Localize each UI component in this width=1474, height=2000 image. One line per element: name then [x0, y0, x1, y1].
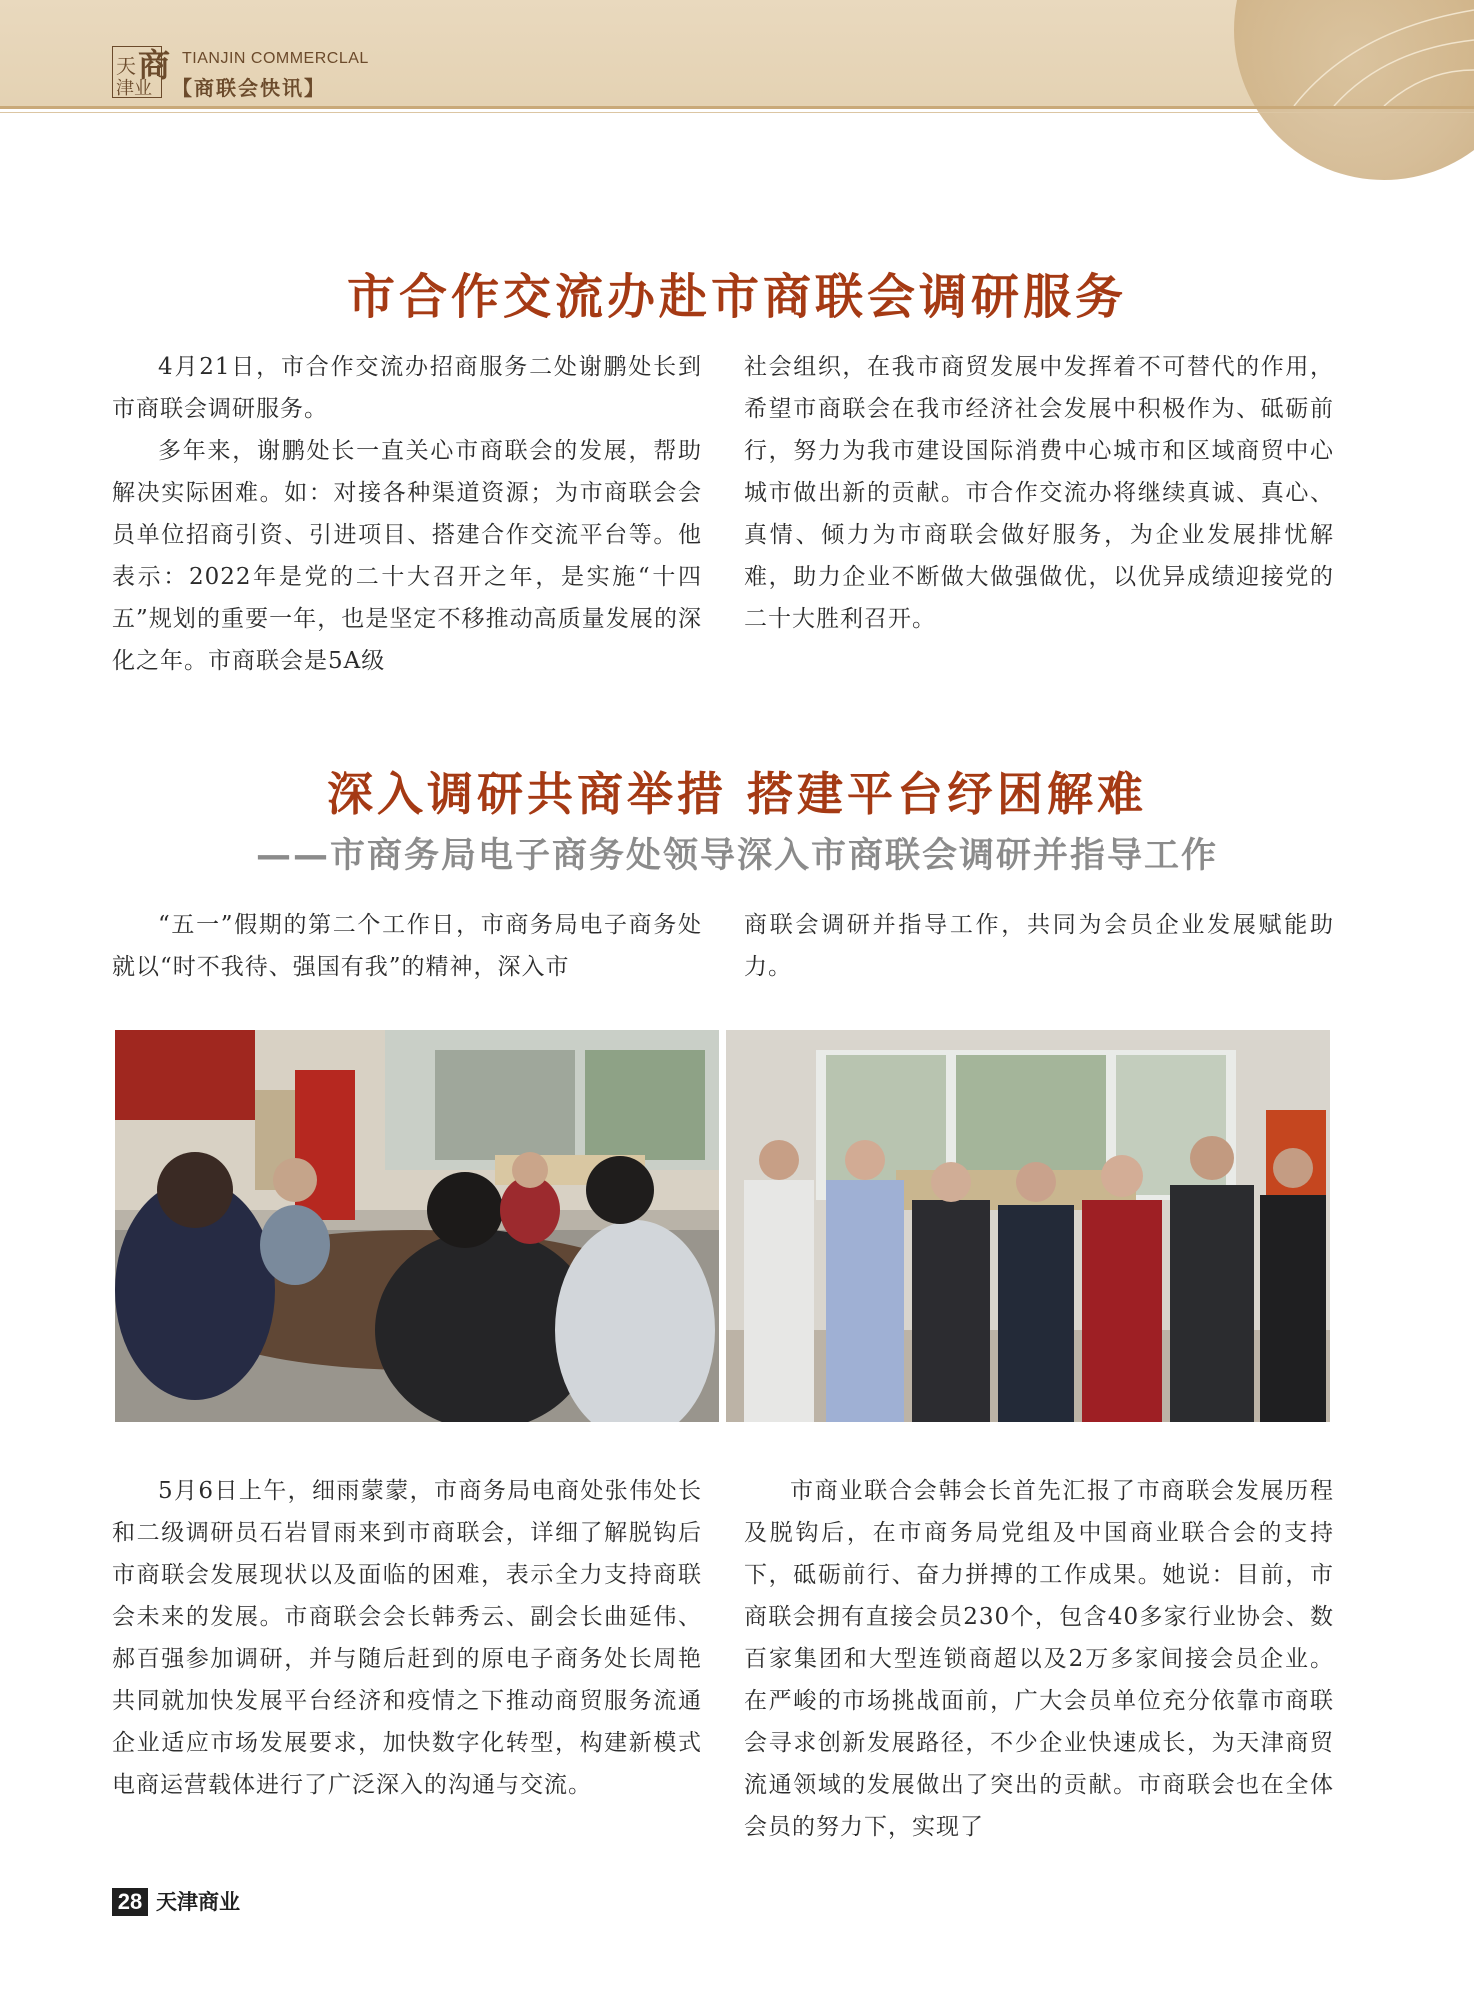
article2-title: 深入调研共商举措 搭建平台纾困解难: [326, 767, 1147, 821]
logo-char-jinye: 津业: [116, 78, 152, 99]
section-label: 【商联会快讯】: [172, 76, 326, 100]
article2-body-paragraph-2: 市商业联合会韩会长首先汇报了市商联会发展历程及脱钩后，在市商务局党组及中国商业联合会的支持下，砥砺前行、奋力拼搏的工作成果。她说：目前，市商联会拥有直接会员230个，包含40多家行业协会、数百家集团和大型连锁商超以及2万多家间接会员企业。在严峻的市场挑战面前，广大会员单位充分依靠市商联会寻求创新发展路径，不少企业快速成长，为天津商贸流通领域的发展做出了突出的贡献。市商联会也在全体会员的努力下，实现了: [744, 1478, 1334, 1840]
article1-right-column: [744, 346, 1334, 640]
article2-intro-right: [744, 904, 1334, 988]
meeting-photo-image: [115, 1030, 719, 1422]
header-rule: [0, 106, 1474, 109]
meeting-photo: [115, 1030, 719, 1422]
article1-paragraph-continued: 社会组织，在我市商贸发展中发挥着不可替代的作用，希望市商联会在我市经济社会发展中积极作为、砥砺前行，努力为我市建设国际消费中心城市和区域商贸中心城市做出新的贡献。市合作交流办将继续真诚、真心、真情、倾力为市商联会做好服务，为企业发展排忧解难，助力企业不断做大做强做优，以优异成绩迎接党的二十大胜利召开。: [744, 354, 1334, 632]
magazine-name-footer: 天津商业: [156, 1890, 240, 1914]
logo-char-shang: 商: [138, 46, 171, 84]
article1-paragraph-1: 4月21日，市合作交流办招商服务二处谢鹏处长到市商联会调研服务。: [112, 354, 702, 422]
page-number: 28: [112, 1888, 148, 1916]
article1-left-column: [112, 346, 702, 682]
globe-grid-decoration: [1234, 0, 1474, 106]
group-photo: [726, 1030, 1330, 1422]
header-rule-thin: [0, 112, 1474, 113]
article2-subtitle: ——市商务局电子商务处领导深入市商联会调研并指导工作: [255, 836, 1218, 876]
magazine-english-name: TIANJIN COMMERCLAL: [182, 50, 369, 67]
group-photo-image: [726, 1030, 1330, 1422]
article2-body-paragraph-1: 5月6日上午，细雨蒙蒙，市商务局电商处张伟处长和二级调研员石岩冒雨来到市商联会，详细了解脱钩后市商联会发展现状以及面临的困难，表示全力支持商联会未来的发展。市商联会会长韩秀云、副会长曲延伟、郝百强参加调研，并与随后赶到的原电子商务处长周艳共同就加快发展平台经济和疫情之下推动商贸服务流通企业适应市场发展要求，加快数字化转型，构建新模式电商运营载体进行了广泛深入的沟通与交流。: [112, 1478, 702, 1798]
article1-title: 市合作交流办赴市商联会调研服务: [346, 269, 1127, 325]
article2-intro-paragraph: “五一”假期的第二个工作日，市商务局电子商务处就以“时不我待、强国有我”的精神，深入市: [112, 912, 702, 980]
article1-paragraph-2: 多年来，谢鹏处长一直关心市商联会的发展，帮助解决实际困难。如：对接各种渠道资源；为市商联会会员单位招商引资、引进项目、搭建合作交流平台等。他表示：2022年是党的二十大召开之年，是实施“十四五”规划的重要一年，也是坚定不移推动高质量发展的深化之年。市商联会是5A级: [112, 438, 702, 674]
logo-char-tian: 天: [116, 54, 136, 78]
article2-intro-continued: 商联会调研并指导工作，共同为会员企业发展赋能助力。: [744, 912, 1334, 980]
article2-body-left: [112, 1470, 702, 1806]
article2-body-right: [744, 1470, 1334, 1848]
article2-intro-left: [112, 904, 702, 988]
